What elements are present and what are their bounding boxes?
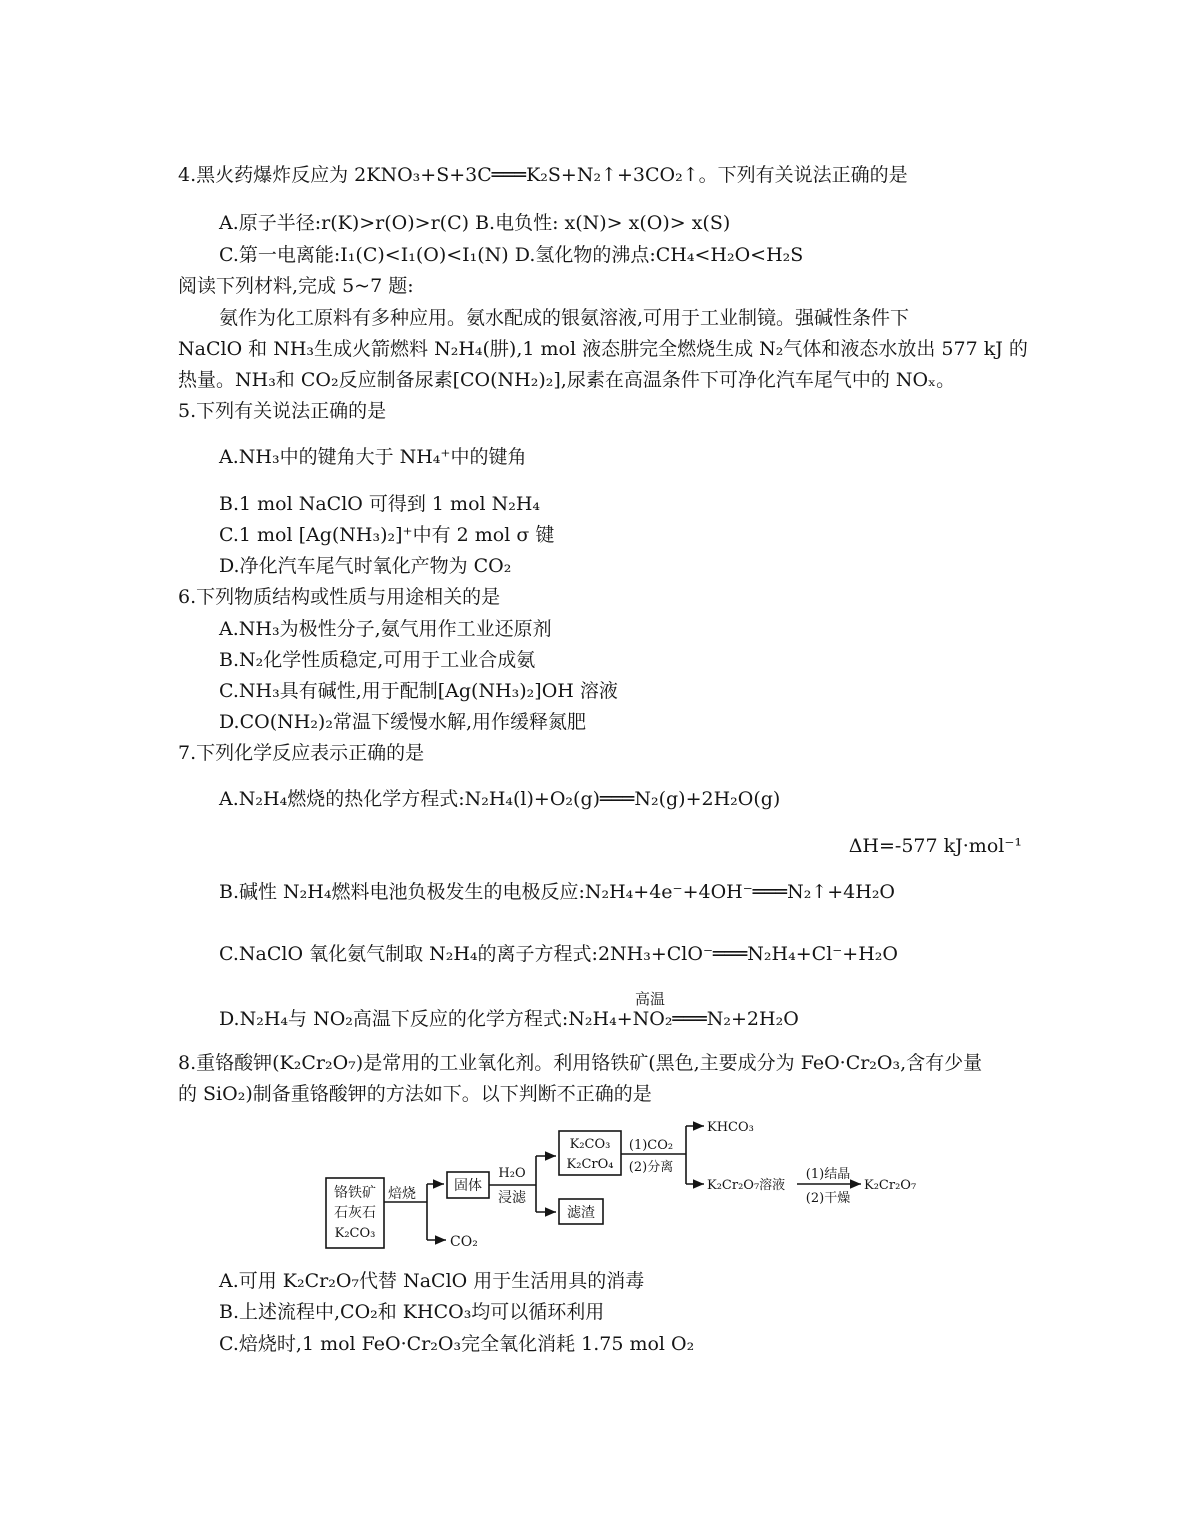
- q7-option-a-enthalpy: ΔH=-577 kJ·mol⁻¹: [848, 835, 1022, 857]
- q7-option-d-condition: 高温: [635, 990, 666, 1008]
- raw-material-k2co3: K₂CO₃: [334, 1226, 376, 1241]
- q6-option-d: D.CO(NH₂)₂常温下缓慢水解,用作缓释氮肥: [219, 711, 587, 733]
- reading-line-3: 热量。NH₃和 CO₂反应制备尿素[CO(NH₂)₂],尿素在高温条件下可净化汽车尾气中的 NOₓ。: [178, 369, 956, 391]
- residue-label: 滤渣: [567, 1205, 595, 1221]
- q6-option-c: C.NH₃具有碱性,用于配制[Ag(NH₃)₂]OH 溶液: [219, 680, 618, 702]
- solid-label: 固体: [454, 1178, 482, 1194]
- q7-option-d: D.N₂H₄与 NO₂高温下反应的化学方程式:N₂H₄+NO₂═══N₂+2H₂O: [219, 1008, 799, 1030]
- q5-option-a: A.NH₃中的键角大于 NH₄⁺中的键角: [219, 446, 527, 468]
- q7-option-a: A.N₂H₄燃烧的热化学方程式:N₂H₄(l)+O₂(g)═══N₂(g)+2H₂O(g): [219, 788, 781, 810]
- step-roast: 焙烧: [388, 1186, 416, 1202]
- water-label: H₂O: [498, 1166, 526, 1181]
- q6-option-b: B.N₂化学性质稳定,可用于工业合成氨: [219, 649, 536, 671]
- q5-stem: 5.下列有关说法正确的是: [178, 400, 387, 422]
- raw-material-chromite: 铬铁矿: [334, 1185, 376, 1201]
- reading-line-1: 氨作为化工原料有多种应用。氨水配成的银氨溶液,可用于工业制镜。强碱性条件下: [219, 307, 910, 329]
- raw-material-limestone: 石灰石: [334, 1205, 376, 1221]
- q4-stem: 4.黑火药爆炸反应为 2KNO₃+S+3C═══K₂S+N₂↑+3CO₂↑。下列有关说法正确的是: [178, 164, 908, 186]
- reading-line-2: NaClO 和 NH₃生成火箭燃料 N₂H₄(肼),1 mol 液态肼完全燃烧生成 N₂气体和液态水放出 577 kJ 的: [178, 338, 1028, 360]
- q7-option-c: C.NaClO 氧化氨气制取 N₂H₄的离子方程式:2NH₃+ClO⁻═══N₂H₄+Cl⁻+H₂O: [219, 943, 898, 965]
- q8-option-c: C.焙烧时,1 mol FeO·Cr₂O₃完全氧化消耗 1.75 mol O₂: [219, 1333, 695, 1355]
- step-crystallize: (1)结晶: [805, 1167, 851, 1182]
- q5-option-c: C.1 mol [Ag(NH₃)₂]⁺中有 2 mol σ 键: [219, 524, 555, 546]
- reading-intro: 阅读下列材料,完成 5~7 题:: [178, 275, 414, 297]
- dichromate-solution: K₂Cr₂O₇溶液: [707, 1178, 786, 1193]
- step-separate: (2)分离: [628, 1160, 674, 1175]
- step-co2: (1)CO₂: [628, 1138, 674, 1153]
- q7-stem: 7.下列化学反应表示正确的是: [178, 742, 425, 764]
- q5-option-d: D.净化汽车尾气时氧化产物为 CO₂: [219, 555, 512, 577]
- q8-stem-line-1: 8.重铬酸钾(K₂Cr₂O₇)是常用的工业氧化剂。利用铬铁矿(黑色,主要成分为 FeO·Cr₂O₃,含有少量: [178, 1052, 983, 1074]
- q4-options-cd: C.第一电离能:I₁(C)<I₁(O)<I₁(N) D.氢化物的沸点:CH₄<H₂O<H₂S: [219, 244, 804, 266]
- q4-options-ab: A.原子半径:r(K)>r(O)>r(C) B.电负性: x(N)> x(O)> x(S): [219, 212, 731, 234]
- q8-stem-line-2: 的 SiO₂)制备重铬酸钾的方法如下。以下判断不正确的是: [178, 1083, 652, 1105]
- process-flowchart: [316, 1118, 936, 1258]
- final-product: K₂Cr₂O₇: [864, 1178, 917, 1193]
- solution-k2cro4: K₂CrO₄: [566, 1157, 614, 1172]
- q6-stem: 6.下列物质结构或性质与用途相关的是: [178, 586, 501, 608]
- solution-k2co3: K₂CO₃: [569, 1137, 611, 1152]
- step-dry: (2)干燥: [805, 1191, 851, 1206]
- q6-option-a: A.NH₃为极性分子,氨气用作工业还原剂: [219, 618, 552, 640]
- co2-output: CO₂: [450, 1234, 478, 1250]
- khco3-output: KHCO₃: [707, 1120, 754, 1135]
- q5-option-b: B.1 mol NaClO 可得到 1 mol N₂H₄: [219, 493, 541, 515]
- q7-option-b: B.碱性 N₂H₄燃料电池负极发生的电极反应:N₂H₄+4e⁻+4OH⁻═══N₂↑+4H₂O: [219, 881, 896, 903]
- leach-label: 浸滤: [498, 1190, 526, 1206]
- q8-option-a: A.可用 K₂Cr₂O₇代替 NaClO 用于生活用具的消毒: [219, 1270, 645, 1292]
- q8-option-b: B.上述流程中,CO₂和 KHCO₃均可以循环利用: [219, 1301, 605, 1323]
